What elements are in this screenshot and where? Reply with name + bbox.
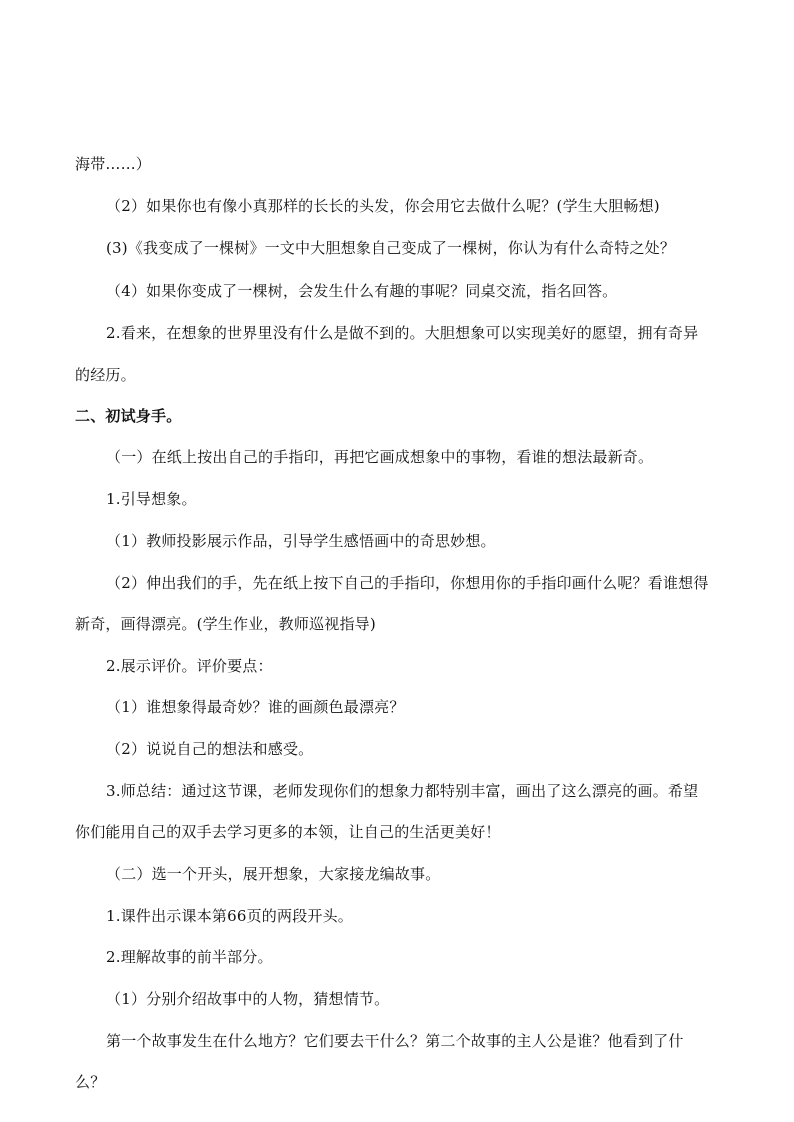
text-line-story-questions-cont: 么？ — [75, 1073, 106, 1091]
text-line-step-3-cont: 你们能用自己的双手去学习更多的本领，让自己的生活更美好！ — [75, 823, 501, 841]
text-line-summary-2: 2.看来，在想象的世界里没有什么是做不到的。大胆想象可以实现美好的愿望，拥有奇异 — [106, 324, 699, 342]
text-line-summary-2-cont: 的经历。 — [75, 366, 136, 384]
text-line-question-3: (3)《我变成了一棵树》一文中大胆想象自己变成了一棵树，你认为有什么奇特之处？ — [106, 239, 676, 257]
text-line-task-2-step-1: 1.课件出示课本第66页的两段开头。 — [106, 907, 353, 925]
text-line-step-3: 3.师总结：通过这节课，老师发现你们的想象力都特别丰富，画出了这么漂亮的画。希望 — [106, 782, 699, 800]
text-line-question-4: （4）如果你变成了一棵树，会发生什么有趣的事呢？同桌交流，指名回答。 — [106, 282, 618, 300]
text-line-step-1-1: （1）教师投影展示作品，引导学生感悟画中的奇思妙想。 — [106, 532, 496, 550]
text-line-step-2-1: （1）谁想象得最奇妙？谁的画颜色最漂亮？ — [106, 698, 405, 716]
section-heading-2: 二、初试身手。 — [75, 407, 182, 425]
text-line-task-1: （一）在纸上按出自己的手指印，再把它画成想象中的事物，看谁的想法最新奇。 — [106, 448, 654, 466]
text-line-continuation: 海带……） — [75, 155, 152, 173]
text-line-step-1-2: （2）伸出我们的手，先在纸上按下自己的手指印，你想用你的手指印画什么呢？看谁想得 — [106, 574, 709, 592]
text-line-step-1-2-cont: 新奇，画得漂亮。(学生作业，教师巡视指导) — [75, 615, 376, 633]
text-line-task-2: （二）选一个开头，展开想象，大家接龙编故事。 — [106, 865, 441, 883]
text-line-step-2-2: （2）说说自己的想法和感受。 — [106, 740, 314, 758]
text-line-task-2-step-2-1: （1）分别介绍故事中的人物，猜想情节。 — [106, 990, 390, 1008]
text-line-story-questions: 第一个故事发生在什么地方？它们要去干什么？第二个故事的主人公是谁？他看到了什 — [106, 1032, 684, 1050]
text-line-task-2-step-2: 2.理解故事的前半部分。 — [106, 948, 273, 966]
text-line-step-1: 1.引导想象。 — [106, 490, 197, 508]
text-line-step-2: 2.展示评价。评价要点： — [106, 657, 273, 675]
text-line-question-2: （2）如果你也有像小真那样的长长的头发，你会用它去做什么呢？(学生大胆畅想) — [106, 197, 660, 215]
